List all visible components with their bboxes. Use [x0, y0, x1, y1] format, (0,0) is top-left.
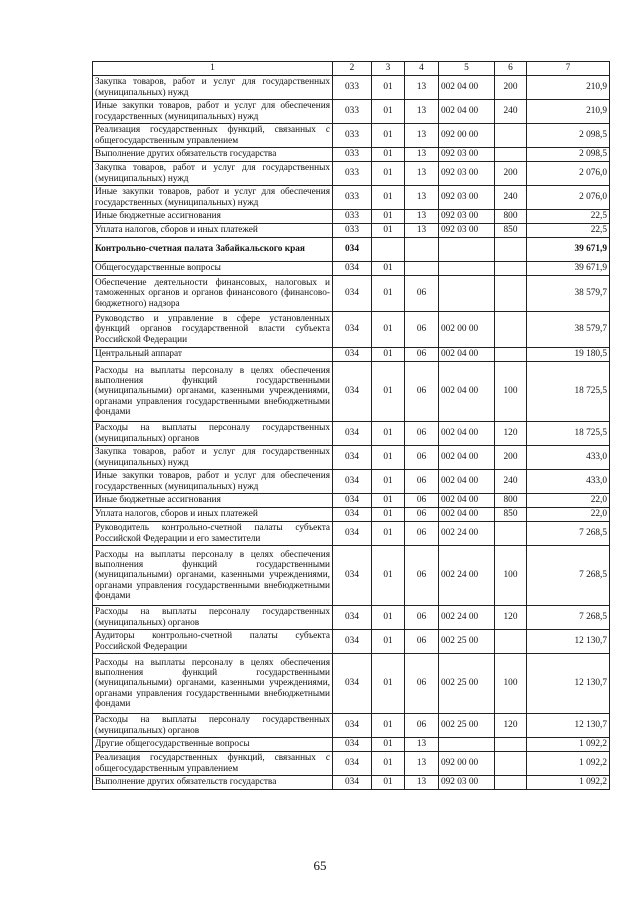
row-sum-cell: 2 098,5: [527, 148, 610, 162]
row-rz-cell: 01: [372, 776, 405, 790]
row-sum-cell: 18 725,5: [527, 422, 610, 446]
row-rz-cell: 01: [372, 508, 405, 522]
row-rz-cell: 01: [372, 494, 405, 508]
row-vr-cell: [495, 238, 527, 262]
row-pr-cell: 06: [405, 362, 439, 422]
row-gr-cell: 034: [333, 494, 372, 508]
row-vr-cell: 120: [495, 714, 527, 738]
row-pr-cell: 13: [405, 776, 439, 790]
row-sum-cell: 210,9: [527, 100, 610, 124]
row-pr-cell: 13: [405, 210, 439, 224]
row-rz-cell: 01: [372, 224, 405, 238]
header-cell: 3: [372, 62, 405, 76]
row-gr-cell: 034: [333, 546, 372, 606]
row-name-cell: Реализация государственных функций, связанных с общегосударственным управлением: [93, 752, 333, 776]
row-vr-cell: [495, 148, 527, 162]
row-rz-cell: 01: [372, 210, 405, 224]
row-sum-cell: 210,9: [527, 76, 610, 100]
row-pr-cell: 06: [405, 312, 439, 348]
row-gr-cell: 034: [333, 238, 372, 262]
row-rz-cell: 01: [372, 422, 405, 446]
row-pr-cell: 06: [405, 494, 439, 508]
row-csr-cell: 092 03 00: [439, 148, 495, 162]
row-vr-cell: 240: [495, 100, 527, 124]
table-row: [93, 714, 610, 738]
row-csr-cell: 092 00 00: [439, 124, 495, 148]
table-header-row: [93, 62, 610, 76]
table-row: [93, 262, 610, 276]
row-gr-cell: 033: [333, 100, 372, 124]
row-name-cell: Закупка товаров, работ и услуг для государственных (муниципальных) нужд: [93, 162, 333, 186]
row-name-cell: Иные бюджетные ассигнования: [93, 494, 333, 508]
row-name-cell: Центральный аппарат: [93, 348, 333, 362]
row-gr-cell: 033: [333, 124, 372, 148]
row-vr-cell: [495, 522, 527, 546]
row-gr-cell: 033: [333, 210, 372, 224]
row-csr-cell: 002 04 00: [439, 362, 495, 422]
row-pr-cell: 06: [405, 470, 439, 494]
row-gr-cell: 034: [333, 446, 372, 470]
table-row: [93, 546, 610, 606]
row-gr-cell: 034: [333, 654, 372, 714]
row-gr-cell: 034: [333, 738, 372, 752]
row-vr-cell: [495, 738, 527, 752]
row-name-cell: Закупка товаров, работ и услуг для государственных (муниципальных) нужд: [93, 76, 333, 100]
table-row: [93, 508, 610, 522]
table-row: [93, 76, 610, 100]
row-vr-cell: 200: [495, 162, 527, 186]
row-sum-cell: 2 076,0: [527, 186, 610, 210]
row-rz-cell: 01: [372, 446, 405, 470]
row-rz-cell: 01: [372, 362, 405, 422]
row-csr-cell: [439, 262, 495, 276]
row-csr-cell: 092 03 00: [439, 162, 495, 186]
row-sum-cell: 38 579,7: [527, 312, 610, 348]
row-pr-cell: 13: [405, 752, 439, 776]
row-vr-cell: 100: [495, 362, 527, 422]
row-rz-cell: 01: [372, 262, 405, 276]
row-gr-cell: 034: [333, 776, 372, 790]
table-row: [93, 522, 610, 546]
table-row: [93, 606, 610, 630]
row-vr-cell: 800: [495, 494, 527, 508]
row-sum-cell: 22,0: [527, 494, 610, 508]
table-row: [93, 312, 610, 348]
row-rz-cell: 01: [372, 738, 405, 752]
row-gr-cell: 034: [333, 714, 372, 738]
table-row: [93, 186, 610, 210]
row-csr-cell: 002 24 00: [439, 522, 495, 546]
row-vr-cell: 850: [495, 508, 527, 522]
row-csr-cell: 002 24 00: [439, 546, 495, 606]
row-name-cell: Расходы на выплаты персоналу в целях обеспечения выполнения функций государственными (муниципальными) органами, казенными учреждениями, органами управления государственными внебюджетными фондами: [93, 654, 333, 714]
row-name-cell: Расходы на выплаты персоналу государственных (муниципальных) органов: [93, 422, 333, 446]
row-vr-cell: [495, 262, 527, 276]
row-csr-cell: 002 25 00: [439, 654, 495, 714]
row-rz-cell: 01: [372, 186, 405, 210]
row-rz-cell: 01: [372, 606, 405, 630]
row-csr-cell: 002 04 00: [439, 76, 495, 100]
table-row: [93, 224, 610, 238]
row-pr-cell: 06: [405, 654, 439, 714]
table-row: [93, 654, 610, 714]
row-sum-cell: 1 092,2: [527, 752, 610, 776]
row-csr-cell: [439, 276, 495, 312]
row-name-cell: Закупка товаров, работ и услуг для государственных (муниципальных) нужд: [93, 446, 333, 470]
row-pr-cell: [405, 238, 439, 262]
row-pr-cell: 06: [405, 630, 439, 654]
row-rz-cell: 01: [372, 348, 405, 362]
row-name-cell: Выполнение других обязательств государства: [93, 776, 333, 790]
row-sum-cell: 12 130,7: [527, 654, 610, 714]
row-csr-cell: 002 25 00: [439, 630, 495, 654]
row-name-cell: Аудиторы контрольно-счетной палаты субъекта Российской Федерации: [93, 630, 333, 654]
row-vr-cell: [495, 348, 527, 362]
row-rz-cell: 01: [372, 100, 405, 124]
table-row: [93, 494, 610, 508]
row-name-cell: Другие общегосударственные вопросы: [93, 738, 333, 752]
row-csr-cell: 092 03 00: [439, 186, 495, 210]
row-pr-cell: [405, 262, 439, 276]
row-pr-cell: 06: [405, 522, 439, 546]
row-rz-cell: 01: [372, 546, 405, 606]
table-row: [93, 238, 610, 262]
row-sum-cell: 2 076,0: [527, 162, 610, 186]
row-csr-cell: 002 04 00: [439, 470, 495, 494]
row-sum-cell: 7 268,5: [527, 606, 610, 630]
table-row: [93, 276, 610, 312]
table-body: [93, 62, 610, 790]
row-pr-cell: 13: [405, 162, 439, 186]
row-csr-cell: 002 25 00: [439, 714, 495, 738]
row-pr-cell: 13: [405, 224, 439, 238]
row-gr-cell: 034: [333, 276, 372, 312]
row-sum-cell: 7 268,5: [527, 546, 610, 606]
row-gr-cell: 034: [333, 630, 372, 654]
row-sum-cell: 7 268,5: [527, 522, 610, 546]
row-csr-cell: 092 03 00: [439, 776, 495, 790]
row-vr-cell: 240: [495, 186, 527, 210]
row-name-cell: Общегосударственные вопросы: [93, 262, 333, 276]
row-csr-cell: 002 24 00: [439, 606, 495, 630]
row-pr-cell: 06: [405, 546, 439, 606]
row-vr-cell: 120: [495, 606, 527, 630]
row-vr-cell: 100: [495, 546, 527, 606]
row-csr-cell: 002 04 00: [439, 494, 495, 508]
row-sum-cell: 433,0: [527, 446, 610, 470]
row-sum-cell: 22,0: [527, 508, 610, 522]
row-pr-cell: 13: [405, 124, 439, 148]
row-sum-cell: 433,0: [527, 470, 610, 494]
row-gr-cell: 034: [333, 262, 372, 276]
row-gr-cell: 033: [333, 76, 372, 100]
header-cell: 2: [333, 62, 372, 76]
budget-table: [92, 61, 610, 790]
row-name-cell: Выполнение других обязательств государства: [93, 148, 333, 162]
row-sum-cell: 12 130,7: [527, 630, 610, 654]
row-rz-cell: 01: [372, 124, 405, 148]
row-rz-cell: [372, 238, 405, 262]
row-vr-cell: 120: [495, 422, 527, 446]
row-name-cell: Реализация государственных функций, связанных с общегосударственным управлением: [93, 124, 333, 148]
row-vr-cell: 200: [495, 76, 527, 100]
row-csr-cell: 002 04 00: [439, 508, 495, 522]
row-name-cell: Уплата налогов, сборов и иных платежей: [93, 508, 333, 522]
row-csr-cell: 002 04 00: [439, 422, 495, 446]
row-gr-cell: 034: [333, 348, 372, 362]
row-name-cell: Расходы на выплаты персоналу государственных (муниципальных) органов: [93, 606, 333, 630]
row-pr-cell: 06: [405, 714, 439, 738]
row-gr-cell: 033: [333, 186, 372, 210]
row-rz-cell: 01: [372, 522, 405, 546]
row-name-cell: Руководитель контрольно-счетной палаты субъекта Российской Федерации и его заместители: [93, 522, 333, 546]
header-cell: 6: [495, 62, 527, 76]
row-name-cell: Уплата налогов, сборов и иных платежей: [93, 224, 333, 238]
row-sum-cell: 22,5: [527, 210, 610, 224]
row-name-cell: Расходы на выплаты персоналу в целях обеспечения выполнения функций государственными (муниципальными) органами, казенными учреждениями, органами управления государственными внебюджетными фондами: [93, 546, 333, 606]
row-rz-cell: 01: [372, 470, 405, 494]
row-vr-cell: 200: [495, 446, 527, 470]
table-row: [93, 738, 610, 752]
row-sum-cell: 12 130,7: [527, 714, 610, 738]
row-gr-cell: 034: [333, 422, 372, 446]
row-pr-cell: 06: [405, 348, 439, 362]
row-name-cell: Иные закупки товаров, работ и услуг для обеспечения государственных (муниципальных) нужд: [93, 470, 333, 494]
row-csr-cell: 092 00 00: [439, 752, 495, 776]
header-cell: 4: [405, 62, 439, 76]
row-name-cell: Расходы на выплаты персоналу государственных (муниципальных) органов: [93, 714, 333, 738]
row-rz-cell: 01: [372, 162, 405, 186]
row-gr-cell: 034: [333, 606, 372, 630]
table-row: [93, 776, 610, 790]
row-gr-cell: 034: [333, 470, 372, 494]
table-row: [93, 100, 610, 124]
row-csr-cell: 002 00 00: [439, 312, 495, 348]
header-cell: 7: [527, 62, 610, 76]
header-cell: 1: [93, 62, 333, 76]
row-name-cell: Иные закупки товаров, работ и услуг для обеспечения государственных (муниципальных) нужд: [93, 100, 333, 124]
table-row: [93, 630, 610, 654]
row-sum-cell: 2 098,5: [527, 124, 610, 148]
row-sum-cell: 38 579,7: [527, 276, 610, 312]
header-cell: 5: [439, 62, 495, 76]
row-sum-cell: 39 671,9: [527, 238, 610, 262]
row-vr-cell: [495, 630, 527, 654]
row-vr-cell: [495, 776, 527, 790]
row-name-cell: Иные закупки товаров, работ и услуг для обеспечения государственных (муниципальных) нужд: [93, 186, 333, 210]
row-gr-cell: 034: [333, 752, 372, 776]
table-row: [93, 422, 610, 446]
row-name-cell: Контрольно-счетная палата Забайкальского края: [93, 238, 333, 262]
table-row: [93, 752, 610, 776]
row-rz-cell: 01: [372, 752, 405, 776]
table-row: [93, 148, 610, 162]
row-gr-cell: 034: [333, 522, 372, 546]
table-row: [93, 124, 610, 148]
row-pr-cell: 13: [405, 148, 439, 162]
table-row: [93, 362, 610, 422]
row-name-cell: Обеспечение деятельности финансовых, налоговых и таможенных органов и органов финансового (финансово-бюджетного) надзора: [93, 276, 333, 312]
row-rz-cell: 01: [372, 630, 405, 654]
row-csr-cell: 002 04 00: [439, 348, 495, 362]
row-csr-cell: 092 03 00: [439, 224, 495, 238]
row-rz-cell: 01: [372, 148, 405, 162]
table-row: [93, 210, 610, 224]
row-csr-cell: [439, 238, 495, 262]
row-csr-cell: [439, 738, 495, 752]
row-sum-cell: 1 092,2: [527, 776, 610, 790]
row-vr-cell: [495, 752, 527, 776]
row-vr-cell: 100: [495, 654, 527, 714]
row-rz-cell: 01: [372, 276, 405, 312]
row-vr-cell: [495, 312, 527, 348]
row-sum-cell: 19 180,5: [527, 348, 610, 362]
row-sum-cell: 1 092,2: [527, 738, 610, 752]
row-gr-cell: 034: [333, 312, 372, 348]
row-csr-cell: 092 03 00: [439, 210, 495, 224]
row-pr-cell: 06: [405, 422, 439, 446]
row-csr-cell: 002 04 00: [439, 446, 495, 470]
row-gr-cell: 034: [333, 362, 372, 422]
table-row: [93, 348, 610, 362]
row-gr-cell: 033: [333, 224, 372, 238]
row-vr-cell: 240: [495, 470, 527, 494]
row-vr-cell: [495, 276, 527, 312]
row-rz-cell: 01: [372, 76, 405, 100]
row-sum-cell: 22,5: [527, 224, 610, 238]
row-rz-cell: 01: [372, 312, 405, 348]
row-rz-cell: 01: [372, 654, 405, 714]
row-vr-cell: 850: [495, 224, 527, 238]
row-pr-cell: 13: [405, 738, 439, 752]
row-sum-cell: 18 725,5: [527, 362, 610, 422]
table-row: [93, 162, 610, 186]
row-vr-cell: [495, 124, 527, 148]
table-row: [93, 446, 610, 470]
row-name-cell: Руководство и управление в сфере установленных функций органов государственной власти субъекта Российской Федерации: [93, 312, 333, 348]
table-row: [93, 470, 610, 494]
row-sum-cell: 39 671,9: [527, 262, 610, 276]
row-csr-cell: 002 04 00: [439, 100, 495, 124]
row-gr-cell: 033: [333, 148, 372, 162]
row-gr-cell: 033: [333, 162, 372, 186]
row-pr-cell: 06: [405, 276, 439, 312]
row-gr-cell: 034: [333, 508, 372, 522]
row-name-cell: Иные бюджетные ассигнования: [93, 210, 333, 224]
row-pr-cell: 06: [405, 606, 439, 630]
row-pr-cell: 13: [405, 100, 439, 124]
row-pr-cell: 06: [405, 508, 439, 522]
row-rz-cell: 01: [372, 714, 405, 738]
row-name-cell: Расходы на выплаты персоналу в целях обеспечения выполнения функций государственными (муниципальными) органами, казенными учреждениями, органами управления государственными внебюджетными фондами: [93, 362, 333, 422]
row-pr-cell: 06: [405, 446, 439, 470]
row-vr-cell: 800: [495, 210, 527, 224]
row-pr-cell: 13: [405, 76, 439, 100]
page-number: 65: [313, 858, 327, 873]
row-pr-cell: 13: [405, 186, 439, 210]
